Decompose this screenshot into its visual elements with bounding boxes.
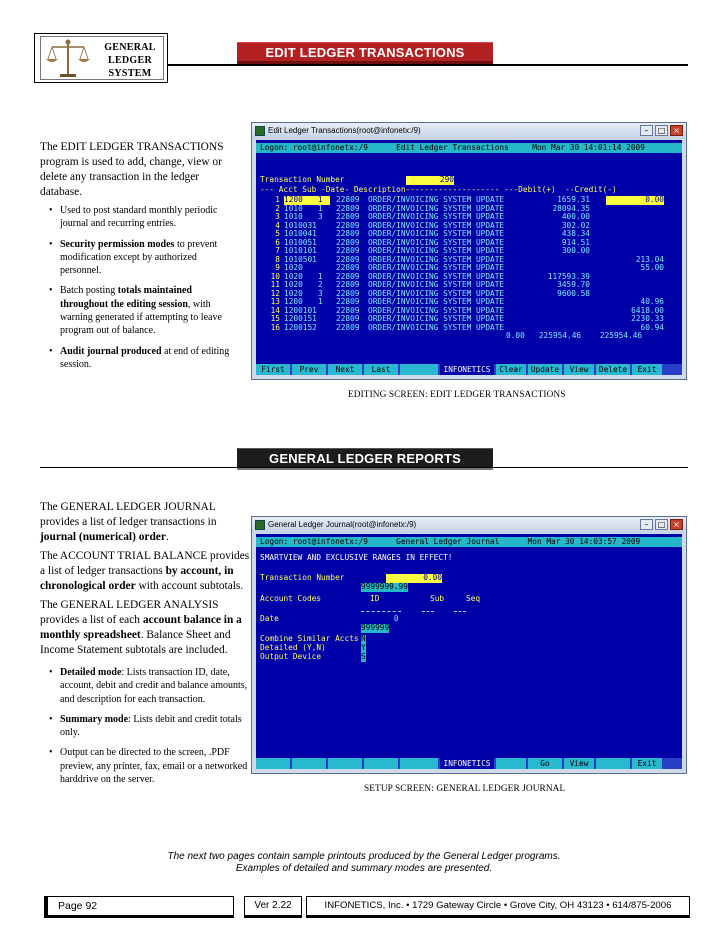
row-date: 22809: [336, 263, 360, 272]
row-account: 1010101: [284, 246, 317, 255]
row-number: 15: [270, 314, 280, 323]
trial-balance-paragraph: The ACCOUNT TRIAL BALANCE provides a list of ledger transactions by account, in chronological order with account subtotals.: [40, 550, 250, 592]
header-rule: [168, 64, 688, 66]
row-debit: 914.51: [561, 237, 590, 247]
fkey-button[interactable]: View: [564, 364, 594, 375]
seq-label: Seq: [466, 594, 481, 603]
row-debit: 9600.58: [557, 288, 590, 298]
row-account: 1010501: [284, 254, 317, 264]
fkey-button[interactable]: [400, 758, 438, 769]
logo-line-3: SYSTEM: [108, 68, 152, 79]
combine-label: Combine Similar Accts: [260, 634, 359, 643]
row-date: 22809: [336, 322, 360, 332]
row-description: ORDER/INVOICING SYSTEM UPDATE: [368, 271, 505, 281]
screen-header: Logon: root@infonetx:/9 Edit Ledger Transactions Mon Mar 30 14:01:14 2009: [260, 143, 645, 152]
row-account: 1010: [284, 203, 303, 213]
reports-section-banner: GENERAL LEDGER REPORTS: [237, 448, 493, 470]
section-rule: [40, 467, 688, 468]
function-key-bar: [256, 364, 682, 375]
combine-field[interactable]: N: [361, 634, 366, 643]
terminal-screen[interactable]: [256, 534, 682, 769]
row-description: ORDER/INVOICING SYSTEM UPDATE: [368, 263, 505, 272]
fkey-button[interactable]: [400, 364, 438, 375]
row-number: 2: [275, 203, 280, 213]
row-description: ORDER/INVOICING SYSTEM UPDATE: [368, 254, 505, 264]
fkey-button[interactable]: [496, 758, 526, 769]
date-from-field[interactable]: 0: [361, 614, 399, 623]
row-number: 9: [275, 263, 280, 272]
window-title: Edit Ledger Transactions(root@infonetx:/9): [268, 126, 421, 135]
row-date: 22809: [336, 288, 360, 298]
row-description: ORDER/INVOICING SYSTEM UPDATE: [368, 297, 505, 306]
row-date: 22809: [336, 297, 360, 306]
row-date: 22809: [336, 229, 360, 238]
fkey-button[interactable]: Delete: [596, 364, 630, 375]
row-number: 12: [270, 288, 280, 298]
row-date: 22809: [336, 271, 360, 281]
gl-journal-window: [251, 516, 687, 774]
row-sub: 3: [318, 288, 323, 298]
row-description: ORDER/INVOICING SYSTEM UPDATE: [368, 322, 505, 332]
app-icon: [255, 520, 265, 530]
window-controls: [640, 125, 683, 136]
fkey-button[interactable]: Exit: [632, 364, 662, 375]
scales-of-justice-icon: [44, 37, 92, 79]
row-credit: 60.94: [640, 322, 664, 332]
row-account: 1020: [284, 288, 303, 298]
page-number: Page 92: [44, 896, 234, 918]
row-account: 1010041: [284, 229, 317, 238]
row-description: ORDER/INVOICING SYSTEM UPDATE: [368, 220, 505, 230]
transaction-from-field[interactable]: 0.00: [386, 574, 442, 583]
row-debit: 400.00: [561, 212, 590, 221]
account-codes-label: Account Codes: [260, 594, 322, 603]
row-number: 16: [270, 322, 280, 332]
edit-ledger-window: [251, 122, 687, 380]
row-account[interactable]: 1200: [284, 196, 318, 205]
row-sub: 1: [318, 297, 323, 306]
row-description: ORDER/INVOICING SYSTEM UPDATE: [368, 314, 505, 323]
row-date: 22809: [336, 314, 360, 323]
fkey-button[interactable]: [596, 758, 630, 769]
transaction-number-label: Transaction Number: [260, 175, 345, 184]
id-label: ID: [370, 594, 380, 603]
row-debit: 117593.39: [547, 271, 590, 281]
row-number: 4: [275, 220, 280, 230]
row-sub: 1: [318, 196, 330, 205]
row-date: 22809: [336, 254, 360, 264]
close-icon[interactable]: ×: [670, 519, 683, 530]
row-number: 14: [270, 305, 280, 315]
row-number: 10: [270, 271, 280, 281]
row-date: 22809: [336, 237, 360, 247]
output-field[interactable]: S: [361, 652, 366, 661]
maximize-icon[interactable]: □: [655, 519, 668, 530]
row-sub: 1: [318, 271, 323, 281]
transaction-to-field[interactable]: 9999999.99: [361, 582, 408, 591]
row-number: 6: [275, 237, 280, 247]
reports-bullets: [40, 666, 252, 786]
row-credit: 55.00: [640, 263, 664, 272]
fkey-button[interactable]: Go: [528, 758, 562, 769]
edit-section-text: [40, 140, 240, 378]
row-date: 22809: [336, 212, 360, 221]
row-account: 1020: [284, 271, 303, 281]
row-account: 1010031: [284, 220, 317, 230]
row-description: ORDER/INVOICING SYSTEM UPDATE: [368, 203, 505, 213]
function-key-bar: [256, 758, 682, 769]
next-pages-note: The next two pages contain sample printouts produced by the General Ledger programs. Examples of detailed and summary modes are presented.: [167, 851, 561, 874]
row-account: 1200152: [284, 322, 317, 332]
row-debit: 3459.70: [557, 280, 590, 289]
fkey-button[interactable]: [328, 758, 362, 769]
fkey-button[interactable]: Exit: [632, 758, 662, 769]
row-number: 3: [275, 212, 280, 221]
row-number: 8: [275, 254, 280, 264]
output-label: Output Device: [260, 652, 322, 661]
fkey-button[interactable]: Prev: [292, 364, 326, 375]
logo-line-2: LEDGER: [107, 55, 153, 66]
row-number: 11: [270, 280, 280, 289]
account-id-field[interactable]: [361, 604, 401, 612]
fkey-button[interactable]: View: [564, 758, 594, 769]
sub-label: Sub: [430, 594, 445, 603]
row-sub: 3: [318, 212, 323, 221]
reports-section-text: [40, 500, 252, 793]
totals-line: 0.00 225954.46 225954.46: [506, 331, 643, 340]
date-to-field[interactable]: 999999: [361, 623, 390, 632]
fkey-button[interactable]: [292, 758, 326, 769]
list-item: • Batch posting totals maintained throughout the editing session, with warning generated if attempting to leave program out of balance.: [40, 284, 240, 337]
row-debit: 300.00: [561, 246, 590, 255]
company-address: INFONETICS, Inc. • 1729 Gateway Circle • Grove City, OH 43123 • 614/875-2006: [306, 896, 690, 918]
detailed-label: Detailed (Y,N): [260, 643, 326, 652]
journal-paragraph: The GENERAL LEDGER JOURNAL provides a list of ledger transactions in journal (numerical) order.: [40, 501, 217, 543]
edit-section-banner: EDIT LEDGER TRANSACTIONS: [237, 42, 493, 64]
window-controls: [640, 519, 683, 530]
logo-line-1: GENERAL: [104, 42, 156, 53]
journal-screen-caption: SETUP SCREEN: GENERAL LEDGER JOURNAL: [364, 784, 566, 794]
window-title: General Ledger Journal(root@infonetx:/9): [268, 520, 417, 529]
row-description: ORDER/INVOICING SYSTEM UPDATE: [368, 288, 505, 298]
list-item: • Detailed mode: Lists transaction ID, date, account, debit and credit and balance amounts, and description for each transaction.: [40, 666, 252, 706]
column-header: --- Acct Sub -Date- Description-------------------- ---Debit(+) --Credit(-): [260, 185, 617, 194]
fkey-button[interactable]: First: [256, 364, 290, 375]
row-date: 22809: [336, 305, 360, 315]
row-number: 1: [275, 195, 280, 204]
row-account: 1020: [284, 280, 303, 289]
screen-header: Logon: root@infonetx:/9 General Ledger Journal Mon Mar 30 14:03:57 2009: [260, 537, 641, 546]
row-date: 22809: [336, 220, 360, 230]
row-debit: 302.02: [561, 220, 590, 230]
row-account: 1010051: [284, 237, 317, 247]
row-number: 13: [270, 297, 280, 306]
analysis-paragraph: The GENERAL LEDGER ANALYSIS provides a list of each account balance in a monthly spreadsheet. Balance Sheet and Income Statement subtotals are included.: [40, 599, 242, 656]
minimize-icon[interactable]: –: [640, 519, 653, 530]
edit-intro: The EDIT LEDGER TRANSACTIONS program is used to add, change, view or delete any transaction in the ledger database.: [40, 141, 224, 198]
row-debit: 1659.31: [557, 195, 590, 204]
fkey-button[interactable]: Last: [364, 364, 398, 375]
fkey-brand: INFONETICS: [440, 758, 494, 769]
fkey-brand: INFONETICS: [440, 364, 494, 375]
row-number: 7: [275, 246, 280, 255]
list-item: • Used to post standard monthly periodic journal and recurring entries.: [40, 204, 240, 231]
detailed-field[interactable]: Y: [361, 643, 366, 652]
date-label: Date: [260, 614, 279, 623]
row-sub: 1: [318, 203, 323, 213]
edit-bullets: [40, 204, 240, 371]
fkey-button[interactable]: [364, 758, 398, 769]
row-description: ORDER/INVOICING SYSTEM UPDATE: [368, 229, 505, 238]
row-description: ORDER/INVOICING SYSTEM UPDATE: [368, 305, 505, 315]
row-credit: 40.96: [640, 297, 664, 306]
transaction-number-label: Transaction Number: [260, 573, 345, 582]
row-debit: 438.34: [561, 229, 590, 238]
list-item: • Audit journal produced at end of editing session.: [40, 345, 240, 372]
app-icon: [255, 126, 265, 136]
row-date: 22809: [336, 195, 360, 204]
minimize-icon[interactable]: –: [640, 125, 653, 136]
row-date: 22809: [336, 203, 360, 213]
row-description: ORDER/INVOICING SYSTEM UPDATE: [368, 246, 505, 255]
row-credit: 2230.33: [631, 314, 664, 323]
row-account: 1010: [284, 212, 303, 221]
fkey-button[interactable]: Next: [328, 364, 362, 375]
row-account: 1200: [284, 297, 303, 306]
row-account: 1200101: [284, 305, 317, 315]
logo-text: [96, 41, 164, 80]
close-icon[interactable]: ×: [670, 125, 683, 136]
row-description: ORDER/INVOICING SYSTEM UPDATE: [368, 212, 505, 221]
list-item: • Summary mode: Lists debit and credit totals only.: [40, 713, 252, 740]
version: Ver 2.22: [244, 896, 302, 918]
row-date: 22809: [336, 246, 360, 255]
row-number: 5: [275, 229, 280, 238]
account-sub-field[interactable]: [422, 604, 434, 612]
row-credit: 6418.00: [631, 305, 664, 315]
window-titlebar[interactable]: [252, 123, 686, 139]
terminal-screen[interactable]: [256, 140, 682, 375]
fkey-button[interactable]: [256, 758, 290, 769]
fkey-button[interactable]: Clear: [496, 364, 526, 375]
smartview-notice: SMARTVIEW AND EXCLUSIVE RANGES IN EFFECT!: [260, 553, 453, 562]
maximize-icon[interactable]: □: [655, 125, 668, 136]
row-date: 22809: [336, 280, 360, 289]
row-account: 1020: [284, 263, 303, 272]
row-debit: 28094.35: [552, 203, 590, 213]
row-description: ORDER/INVOICING SYSTEM UPDATE: [368, 237, 505, 247]
edit-screen-caption: EDITING SCREEN: EDIT LEDGER TRANSACTIONS: [348, 390, 566, 400]
window-titlebar[interactable]: [252, 517, 686, 533]
row-account: 1200151: [284, 314, 317, 323]
list-item: • Output can be directed to the screen, .PDF preview, any printer, fax, email or a networked harddrive on the server.: [40, 746, 252, 786]
transaction-number-field[interactable]: 290: [406, 176, 454, 185]
row-credit: 213.04: [635, 254, 664, 264]
row-sub: 2: [318, 280, 323, 289]
row-description: ORDER/INVOICING SYSTEM UPDATE: [368, 195, 505, 204]
row-description: ORDER/INVOICING SYSTEM UPDATE: [368, 280, 505, 289]
account-seq-field[interactable]: [454, 604, 466, 612]
list-item: • Security permission modes to prevent modification except by authorized personnel.: [40, 238, 240, 278]
row-credit: 0.00: [606, 196, 664, 205]
fkey-button[interactable]: Update: [528, 364, 562, 375]
